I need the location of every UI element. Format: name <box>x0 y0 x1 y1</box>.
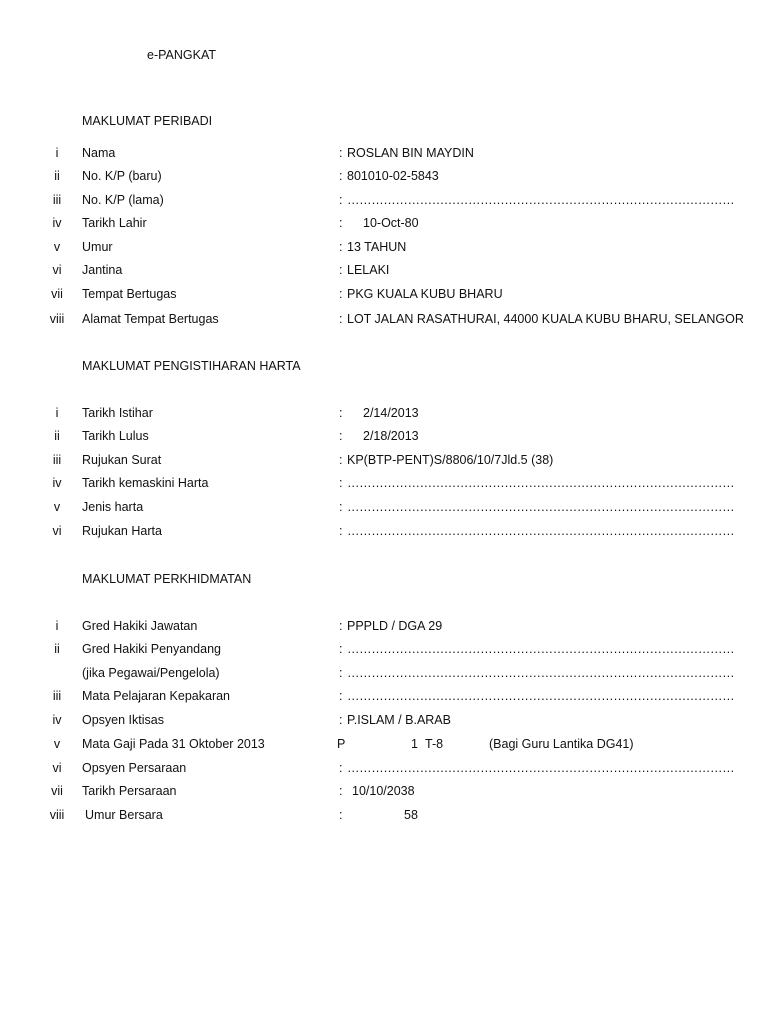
section-heading-perkhidmatan: MAKLUMAT PERKHIDMATAN <box>82 572 252 586</box>
salary-level: 1 <box>411 737 418 751</box>
field-label: Mata Gaji Pada 31 Oktober 2013 <box>82 737 265 751</box>
row-umur-bersara <box>0 806 768 824</box>
field-value-placeholder: …………………………………………………………………………………… <box>347 642 735 656</box>
row-number: vi <box>52 761 62 775</box>
field-value-placeholder: …………………………………………………………………………………… <box>347 761 735 775</box>
field-label: Rujukan Surat <box>82 453 162 467</box>
field-label: Tarikh Persaraan <box>82 784 177 798</box>
field-label: Gred Hakiki Jawatan <box>82 619 198 633</box>
row-rujukan-harta <box>0 522 768 540</box>
field-colon: : <box>339 713 343 727</box>
field-colon: : <box>339 619 343 633</box>
row-number: vi <box>52 263 62 277</box>
field-label: (jika Pegawai/Pengelola) <box>82 666 220 680</box>
field-colon: : <box>339 169 343 183</box>
row-number: iii <box>52 453 62 467</box>
field-value: 2/18/2013 <box>363 429 419 443</box>
row-number: i <box>55 406 59 420</box>
field-value-placeholder: …………………………………………………………………………………… <box>347 666 735 680</box>
field-label: Mata Pelajaran Kepakaran <box>82 689 231 703</box>
row-number: i <box>55 619 59 633</box>
field-colon: : <box>339 689 343 703</box>
field-colon: : <box>339 476 343 490</box>
field-value-placeholder: …………………………………………………………………………………… <box>347 500 735 514</box>
field-colon: : <box>339 193 343 207</box>
field-colon: : <box>339 406 343 420</box>
salary-note: (Bagi Guru Lantika DG41) <box>489 737 634 751</box>
row-number: v <box>53 737 61 751</box>
row-number: ii <box>54 169 60 183</box>
field-colon: : <box>339 312 343 326</box>
row-tarikh-persaraan <box>0 782 768 800</box>
row-umur <box>0 238 768 256</box>
field-value: 10-Oct-80 <box>363 216 419 230</box>
row-number: iii <box>52 193 62 207</box>
field-label: Rujukan Harta <box>82 524 162 538</box>
field-value: PPPLD / DGA 29 <box>347 619 443 633</box>
field-label: Gred Hakiki Penyandang <box>82 642 221 656</box>
row-number: vii <box>51 287 63 301</box>
field-value: P.ISLAM / B.ARAB <box>347 713 451 727</box>
row-opsyen-iktisas <box>0 711 768 729</box>
field-label: Tarikh Lahir <box>82 216 147 230</box>
field-colon: : <box>339 287 343 301</box>
field-colon: : <box>339 146 343 160</box>
field-label: Tarikh kemaskini Harta <box>82 476 209 490</box>
field-colon: : <box>339 453 343 467</box>
row-kp-lama <box>0 191 768 209</box>
field-label: Alamat Tempat Bertugas <box>82 312 219 326</box>
row-tarikh-lahir <box>0 214 768 232</box>
field-label: Tarikh Istihar <box>82 406 153 420</box>
row-number: iv <box>52 713 62 727</box>
row-tarikh-kemaskini-harta <box>0 474 768 492</box>
row-nama <box>0 144 768 162</box>
row-number: viii <box>49 808 65 822</box>
row-number: ii <box>54 642 60 656</box>
field-label: Jantina <box>82 263 123 277</box>
field-label: Tarikh Lulus <box>82 429 149 443</box>
row-tempat-bertugas <box>0 285 768 303</box>
field-label: No. K/P (lama) <box>82 193 164 207</box>
document-title: e-PANGKAT <box>147 48 216 62</box>
field-value: 13 TAHUN <box>347 240 407 254</box>
field-value: PKG KUALA KUBU BHARU <box>347 287 503 301</box>
row-jantina <box>0 261 768 279</box>
field-label: Tempat Bertugas <box>82 287 177 301</box>
field-colon: : <box>339 216 343 230</box>
field-label: No. K/P (baru) <box>82 169 162 183</box>
field-colon: : <box>339 240 343 254</box>
field-value-placeholder: …………………………………………………………………………………… <box>347 524 735 538</box>
row-number: vii <box>51 784 63 798</box>
section-heading-peribadi: MAKLUMAT PERIBADI <box>82 114 213 128</box>
field-colon: : <box>339 263 343 277</box>
row-number: iii <box>52 689 62 703</box>
row-opsyen-persaraan <box>0 759 768 777</box>
field-label: Opsyen Persaraan <box>82 761 187 775</box>
row-jenis-harta <box>0 498 768 516</box>
row-number: v <box>53 240 61 254</box>
row-number: v <box>53 500 61 514</box>
field-value: ROSLAN BIN MAYDIN <box>347 146 474 160</box>
row-number: iv <box>52 216 62 230</box>
field-label: Opsyen Iktisas <box>82 713 164 727</box>
field-colon: : <box>339 642 343 656</box>
row-tarikh-istihar <box>0 404 768 422</box>
row-mata-pelajaran-kepakaran <box>0 687 768 705</box>
field-label: Nama <box>82 146 116 160</box>
field-colon: : <box>339 761 343 775</box>
field-colon: : <box>339 524 343 538</box>
field-colon: : <box>339 666 343 680</box>
field-value: 801010-02-5843 <box>347 169 439 183</box>
field-colon: : <box>339 808 343 822</box>
salary-step: T-8 <box>425 737 444 751</box>
row-number: i <box>55 146 59 160</box>
field-colon: : <box>339 429 343 443</box>
field-value-placeholder: …………………………………………………………………………………… <box>347 476 735 490</box>
field-value: KP(BTP-PENT)S/8806/10/7Jld.5 (38) <box>347 453 554 467</box>
row-rujukan-surat <box>0 451 768 469</box>
field-value-placeholder: …………………………………………………………………………………… <box>347 193 735 207</box>
field-value: 10/10/2038 <box>352 784 415 798</box>
field-value: 2/14/2013 <box>363 406 419 420</box>
field-value-placeholder: …………………………………………………………………………………… <box>347 689 735 703</box>
row-gred-hakiki-penyandang <box>0 640 768 658</box>
field-value: LELAKI <box>347 263 390 277</box>
field-colon: : <box>339 500 343 514</box>
row-tarikh-lulus <box>0 427 768 445</box>
row-jika-pegawai-pengelola <box>0 664 768 682</box>
field-label: Umur <box>82 240 113 254</box>
row-kp-baru <box>0 167 768 185</box>
row-number: viii <box>49 312 65 326</box>
salary-scheme-code: P <box>337 737 346 751</box>
field-label: Jenis harta <box>82 500 144 514</box>
field-value-clipped: LOT JALAN RASATHURAI, 44000 KUALA KUBU BHARU, SELANGOR <box>347 312 744 326</box>
field-label: Umur Bersara <box>85 808 163 822</box>
section-heading-pengistiharan-harta: MAKLUMAT PENGISTIHARAN HARTA <box>82 359 301 373</box>
row-number: ii <box>54 429 60 443</box>
row-number: iv <box>52 476 62 490</box>
field-value: 58 <box>404 808 418 822</box>
row-number: vi <box>52 524 62 538</box>
field-colon: : <box>339 784 343 798</box>
row-gred-hakiki-jawatan <box>0 617 768 635</box>
row-mata-gaji <box>0 735 768 753</box>
row-alamat-tempat-bertugas <box>0 310 768 328</box>
